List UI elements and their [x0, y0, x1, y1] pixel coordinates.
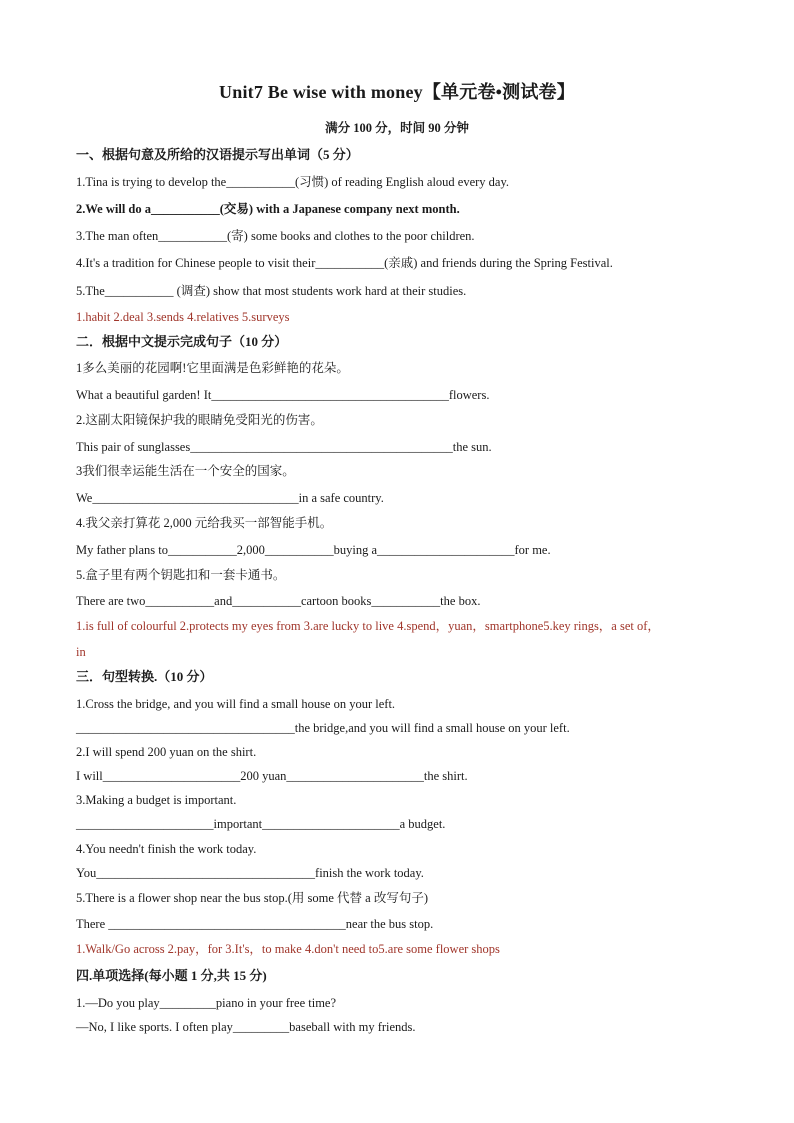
question-line: 3.Making a budget is important.	[76, 793, 237, 807]
section-1-heading: 一、根据句意及所给的汉语提示写出单词（5 分）	[76, 147, 359, 162]
prompt-line: 3我们很幸运能生活在一个安全的国家。	[76, 464, 295, 478]
question-line: ______________________important______________________a budget.	[76, 817, 446, 831]
question-line: 4.It's a tradition for Chinese people to visit their___________(亲戚) and friends during the Spring Festival.	[76, 256, 613, 270]
question-line: 1.Tina is trying to develop the___________(习惯) of reading English aloud every day.	[76, 175, 510, 189]
prompt-line: 2.这副太阳镜保护我的眼睛免受阳光的伤害。	[76, 413, 323, 427]
question-line: 5.The___________ (调查) show that most students work hard at their studies.	[76, 284, 467, 298]
answer-line: 1.is full of colourful 2.protects my eyes from 3.are lucky to live 4.spend，yuan，smartphone5.key rings，a set of，	[76, 619, 660, 633]
question-line: 1.—Do you play_________piano in your free time?	[76, 996, 337, 1010]
question-line: —No, I like sports. I often play_________baseball with my friends.	[76, 1020, 416, 1034]
section-4-heading: 四.单项选择(每小题 1 分,共 15 分)	[76, 968, 267, 983]
question-line: 2.I will spend 200 yuan on the shirt.	[76, 745, 257, 759]
document-title: Unit7 Be wise with money【单元卷•测试卷】	[219, 82, 575, 102]
question-line: This pair of sunglasses__________________________________________the sun.	[76, 440, 492, 454]
question-line: 1.Cross the bridge, and you will find a small house on your left.	[76, 697, 396, 711]
question-line: There ______________________________________near the bus stop.	[76, 917, 434, 931]
prompt-line: 4.我父亲打算花 2,000 元给我买一部智能手机。	[76, 516, 333, 530]
document-subtitle: 满分 100 分，时间 90 分钟	[325, 121, 469, 135]
question-line: 5.There is a flower shop near the bus stop.(用 some 代替 a 改写句子)	[76, 891, 429, 905]
question-line: We_________________________________in a safe country.	[76, 491, 384, 505]
question-line: You___________________________________finish the work today.	[76, 866, 424, 880]
question-line: 2.We will do a___________(交易) with a Japanese company next month.	[76, 202, 460, 216]
question-line: ___________________________________the bridge,and you will find a small house on your left.	[76, 721, 570, 735]
prompt-line: 5.盒子里有两个钥匙扣和一套卡通书。	[76, 568, 286, 582]
answer-line: 1.habit 2.deal 3.sends 4.relatives 5.surveys	[76, 310, 290, 324]
prompt-line: 1多么美丽的花园啊!它里面满是色彩鲜艳的花朵。	[76, 361, 349, 375]
answer-line: in	[76, 645, 86, 659]
question-line: There are two___________and___________cartoon books___________the box.	[76, 594, 481, 608]
question-line: My father plans to___________2,000___________buying a______________________for me.	[76, 543, 551, 557]
section-2-heading: 二．根据中文提示完成句子（10 分）	[76, 334, 288, 349]
question-line: What a beautiful garden! It______________________________________flowers.	[76, 388, 490, 402]
question-line: I will______________________200 yuan______________________the shirt.	[76, 769, 468, 783]
question-line: 4.You needn't finish the work today.	[76, 842, 257, 856]
answer-line: 1.Walk/Go across 2.pay，for 3.It's，to make 4.don't need to5.are some flower shops	[76, 942, 500, 956]
question-line: 3.The man often___________(寄) some books and clothes to the poor children.	[76, 229, 475, 243]
section-3-heading: 三．句型转换.（10 分）	[76, 669, 213, 684]
